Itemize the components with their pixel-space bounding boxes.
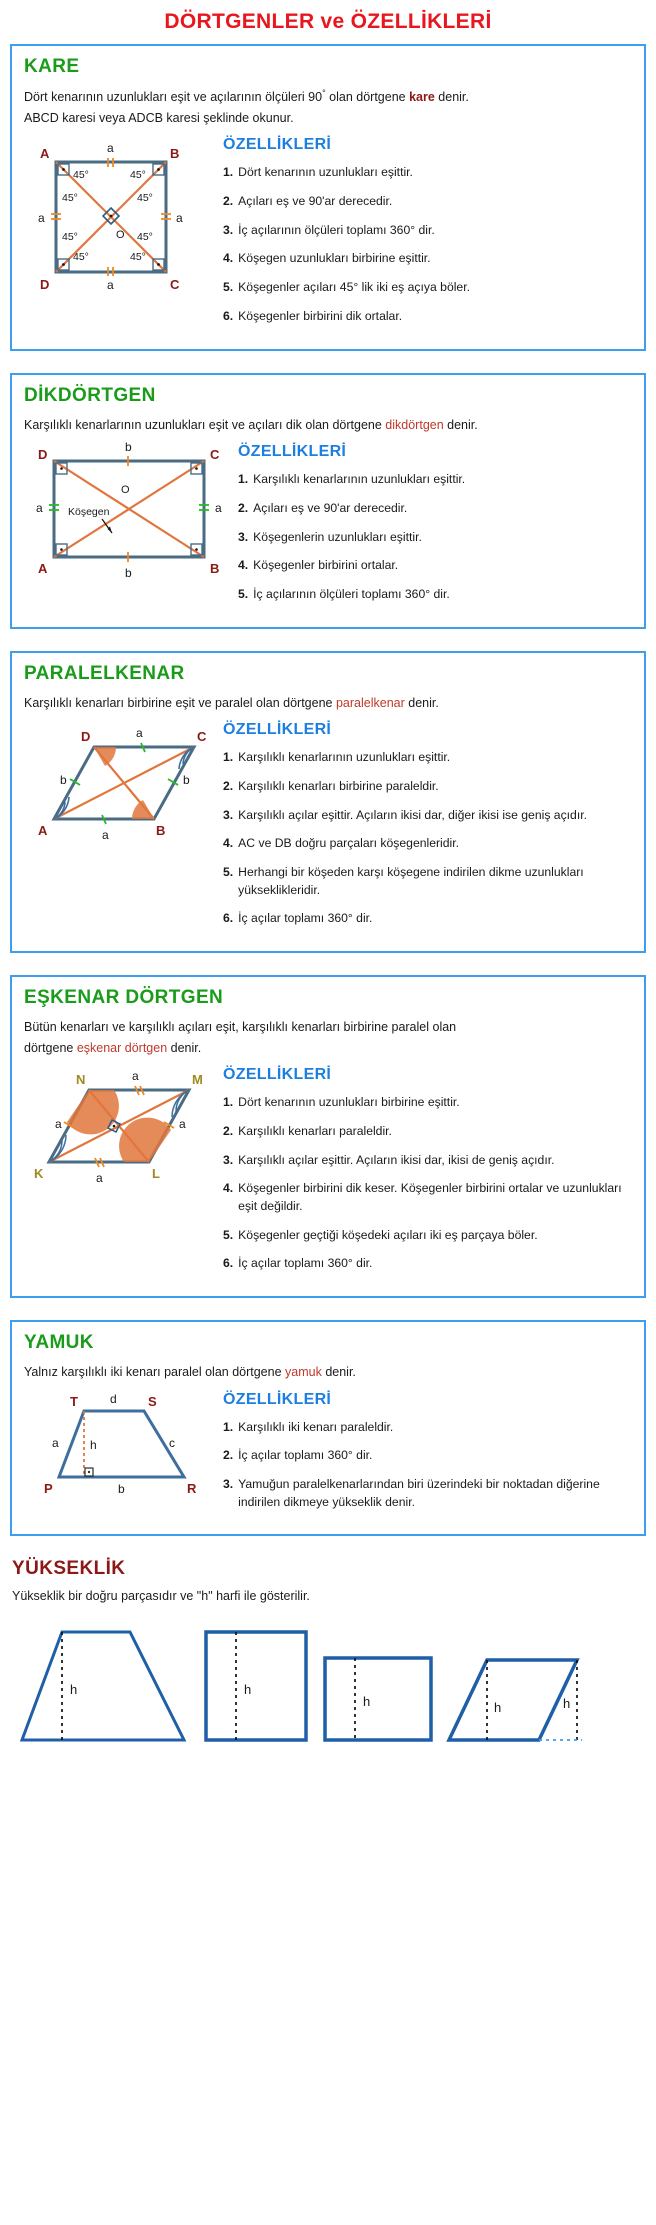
height-figures: [12, 1616, 644, 1751]
section-definition-eskenar-dortgen: Bütün kenarları ve karşılıklı açıları eşit, karşılıklı kenarları birbirine paralel olan dörtgene eşkenar dörtgen denir.: [24, 1020, 457, 1055]
svg-text:K: K: [34, 1166, 44, 1182]
section-definition-dikdortgen: Karşılıklı kenarlarının uzunlukları eşit ve açıları dik olan dörtgene dikdörtgen denir.: [24, 417, 478, 432]
parallelogram-diagram: [24, 719, 219, 849]
svg-text:a: a: [52, 1435, 59, 1450]
list-item: 1. Dört kenarının uzunlukları eşittir.: [223, 165, 413, 180]
height-figure-square: [319, 1616, 437, 1751]
section-title-eskenar-dortgen: EŞKENAR DÖRTGEN: [24, 987, 224, 1009]
properties-heading: ÖZELLİKLERİ: [223, 1066, 332, 1084]
list-item: 4. Köşegenler birbirini ortalar.: [238, 558, 399, 573]
section-title-dikdortgen: DİKDÖRTGEN: [24, 384, 156, 406]
section-title-paralelkenar: PARALELKENAR: [24, 662, 185, 684]
properties-list: [223, 164, 632, 325]
svg-text:45°: 45°: [137, 192, 153, 205]
svg-text:a: a: [176, 211, 183, 226]
svg-text:45°: 45°: [130, 251, 146, 264]
list-item: 2. Karşılıklı kenarları paraleldir.: [223, 1123, 392, 1138]
svg-text:h: h: [494, 1700, 502, 1716]
svg-text:O: O: [116, 229, 125, 242]
section-kare: [10, 44, 646, 351]
svg-text:a: a: [179, 1117, 186, 1132]
figure-yamuk: [24, 1389, 219, 1504]
list-item: 3. Yamuğun paralelkenarlarından biri üzerindeki bir noktadan diğerine indirilen dikmeye yükseklik denir.: [223, 1477, 600, 1509]
svg-text:45°: 45°: [137, 231, 153, 244]
svg-text:N: N: [76, 1072, 86, 1088]
trapezoid-diagram: [24, 1389, 219, 1504]
svg-text:h: h: [70, 1682, 78, 1698]
svg-text:h: h: [90, 1437, 97, 1452]
properties-heading: ÖZELLİKLERİ: [223, 721, 332, 739]
svg-text:45°: 45°: [73, 251, 89, 264]
svg-text:a: a: [136, 726, 143, 741]
svg-text:45°: 45°: [62, 192, 78, 205]
svg-text:45°: 45°: [130, 169, 146, 182]
svg-text:M: M: [192, 1072, 203, 1088]
list-item: 5. Köşegenler geçtiği köşedeki açıları iki eş parçaya böler.: [223, 1227, 538, 1242]
svg-text:L: L: [152, 1166, 160, 1182]
svg-text:b: b: [118, 1481, 125, 1496]
svg-text:a: a: [132, 1069, 139, 1084]
svg-text:a: a: [215, 501, 222, 516]
svg-text:A: A: [38, 823, 48, 839]
definition-line: Dört kenarının uzunlukları eşit ve açılarının ölçüleri 90° olan dörtgene kare denir.: [24, 88, 469, 105]
svg-text:R: R: [187, 1480, 197, 1496]
svg-text:a: a: [38, 211, 45, 226]
svg-text:a: a: [96, 1171, 103, 1186]
svg-text:C: C: [197, 729, 207, 745]
properties-list: [238, 471, 632, 603]
svg-text:45°: 45°: [62, 231, 78, 244]
section-definition-yamuk: Yalnız karşılıklı iki kenarı paralel olan dörtgene yamuk denir.: [24, 1365, 356, 1380]
rectangle-diagram: [24, 441, 234, 581]
section-title-yukseklik: YÜKSEKLİK: [12, 1558, 126, 1580]
section-definition-kare: [24, 86, 632, 128]
svg-text:h: h: [363, 1694, 371, 1710]
svg-text:a: a: [107, 141, 114, 156]
svg-text:B: B: [210, 561, 220, 577]
section-yukseklik: [10, 1558, 646, 1751]
svg-text:b: b: [183, 773, 190, 788]
list-item: 1. Karşılıklı kenarlarının uzunlukları eşittir.: [223, 750, 451, 765]
svg-text:a: a: [107, 278, 114, 293]
list-item: 1. Karşılıklı kenarlarının uzunlukları eşittir.: [238, 472, 466, 487]
svg-text:45°: 45°: [73, 169, 89, 182]
list-item: 2. İç açılar toplamı 360° dir.: [223, 1448, 373, 1463]
properties-list: [223, 749, 632, 928]
list-item: 2. Karşılıklı kenarları birbirine paraleldir.: [223, 778, 439, 793]
section-definition-paralelkenar: Karşılıklı kenarları birbirine eşit ve paralel olan dörtgene paralelkenar denir.: [24, 695, 439, 710]
properties-list: [223, 1419, 632, 1512]
svg-text:S: S: [148, 1393, 157, 1409]
height-figure-trapezoid: [12, 1616, 192, 1751]
section-definition-yukseklik: Yükseklik bir doğru parçasıdır ve "h" harfi ile gösterilir.: [12, 1589, 310, 1604]
svg-text:C: C: [210, 447, 220, 463]
properties-list: [223, 1094, 632, 1273]
svg-text:O: O: [121, 484, 130, 497]
list-item: 4. Köşegenler birbirini dik keser. Köşegenler birbirini ortalar ve uzunlukları eşit değildir.: [223, 1181, 622, 1214]
list-item: 6. İç açılar toplamı 360° dir.: [223, 911, 373, 926]
svg-text:P: P: [44, 1480, 53, 1496]
figure-kare: [24, 134, 219, 294]
figure-dikdortgen: [24, 441, 234, 581]
svg-text:D: D: [38, 447, 48, 463]
section-title-kare: KARE: [24, 56, 80, 77]
properties-paralelkenar: [223, 719, 632, 939]
definition-line: ABCD karesi veya ADCB karesi şeklinde okunur.: [24, 110, 294, 125]
section-title-yamuk: YAMUK: [24, 1332, 94, 1354]
properties-heading: ÖZELLİKLERİ: [223, 1390, 332, 1408]
rhombus-diagram: [24, 1064, 219, 1194]
list-item: 5. Herhangi bir köşeden karşı köşegene indirilen dikme uzunlukları yükseklikleridir.: [223, 864, 584, 897]
properties-eskenar-dortgen: [223, 1064, 632, 1284]
list-item: 3. Karşılıklı açılar eşittir. Açıların ikisi dar, ikisi de geniş açıdır.: [223, 1152, 555, 1167]
svg-text:B: B: [170, 146, 180, 162]
figure-eskenar-dortgen: [24, 1064, 219, 1194]
page-title: DÖRTGENLER ve ÖZELLİKLERİ: [164, 10, 492, 33]
svg-text:a: a: [102, 828, 109, 843]
list-item: 5. Köşegenler açıları 45° lik iki eş açıya böler.: [223, 280, 470, 295]
section-dikdortgen: [10, 373, 646, 629]
list-item: 6. Köşegenler birbirini dik ortalar.: [223, 308, 403, 323]
svg-text:b: b: [60, 773, 67, 788]
height-figure-parallelogram: [443, 1616, 583, 1751]
list-item: 4. AC ve DB doğru parçaları köşegenleridir.: [223, 836, 460, 851]
height-figure-rectangle: [198, 1616, 313, 1751]
properties-kare: [223, 134, 632, 336]
list-item: 2. Açıları eş ve 90'ar derecedir.: [238, 500, 408, 515]
svg-text:B: B: [156, 823, 166, 839]
list-item: 3. Köşegenlerin uzunlukları eşittir.: [238, 529, 422, 544]
diagonal-annotation: Köşegen: [68, 506, 110, 519]
list-item: 3. Karşılıklı açılar eşittir. Açıların ikisi dar, diğer ikisi ise geniş açıdır.: [223, 807, 587, 822]
figure-paralelkenar: [24, 719, 219, 849]
svg-text:h: h: [244, 1682, 252, 1698]
svg-text:T: T: [70, 1393, 78, 1409]
properties-yamuk: [223, 1389, 632, 1523]
svg-text:C: C: [170, 277, 180, 293]
svg-text:h: h: [563, 1696, 571, 1712]
list-item: 3. İç açılarının ölçüleri toplamı 360° dir.: [223, 222, 435, 237]
list-item: 5. İç açılarının ölçüleri toplamı 360° dir.: [238, 586, 450, 601]
properties-heading: ÖZELLİKLERİ: [238, 443, 347, 461]
svg-text:a: a: [55, 1117, 62, 1132]
svg-text:A: A: [38, 561, 48, 577]
section-yamuk: [10, 1320, 646, 1536]
svg-text:a: a: [36, 501, 43, 516]
svg-text:D: D: [81, 729, 91, 745]
list-item: 4. Köşegen uzunlukları birbirine eşittir.: [223, 251, 431, 266]
svg-text:b: b: [125, 441, 132, 455]
square-diagram: [24, 134, 219, 294]
svg-text:D: D: [40, 277, 50, 293]
svg-text:c: c: [169, 1435, 175, 1450]
properties-heading: ÖZELLİKLERİ: [223, 136, 332, 154]
svg-text:A: A: [40, 146, 50, 162]
svg-text:b: b: [125, 566, 132, 581]
list-item: 6. İç açılar toplamı 360° dir.: [223, 1256, 373, 1271]
list-item: 2. Açıları eş ve 90'ar derecedir.: [223, 194, 393, 209]
list-item: 1. Karşılıklı iki kenarı paraleldir.: [223, 1419, 394, 1434]
list-item: 1. Dört kenarının uzunlukları birbirine eşittir.: [223, 1095, 460, 1110]
properties-dikdortgen: [238, 441, 632, 614]
svg-text:d: d: [110, 1391, 117, 1406]
section-eskenar-dortgen: [10, 975, 646, 1298]
section-paralelkenar: [10, 651, 646, 953]
